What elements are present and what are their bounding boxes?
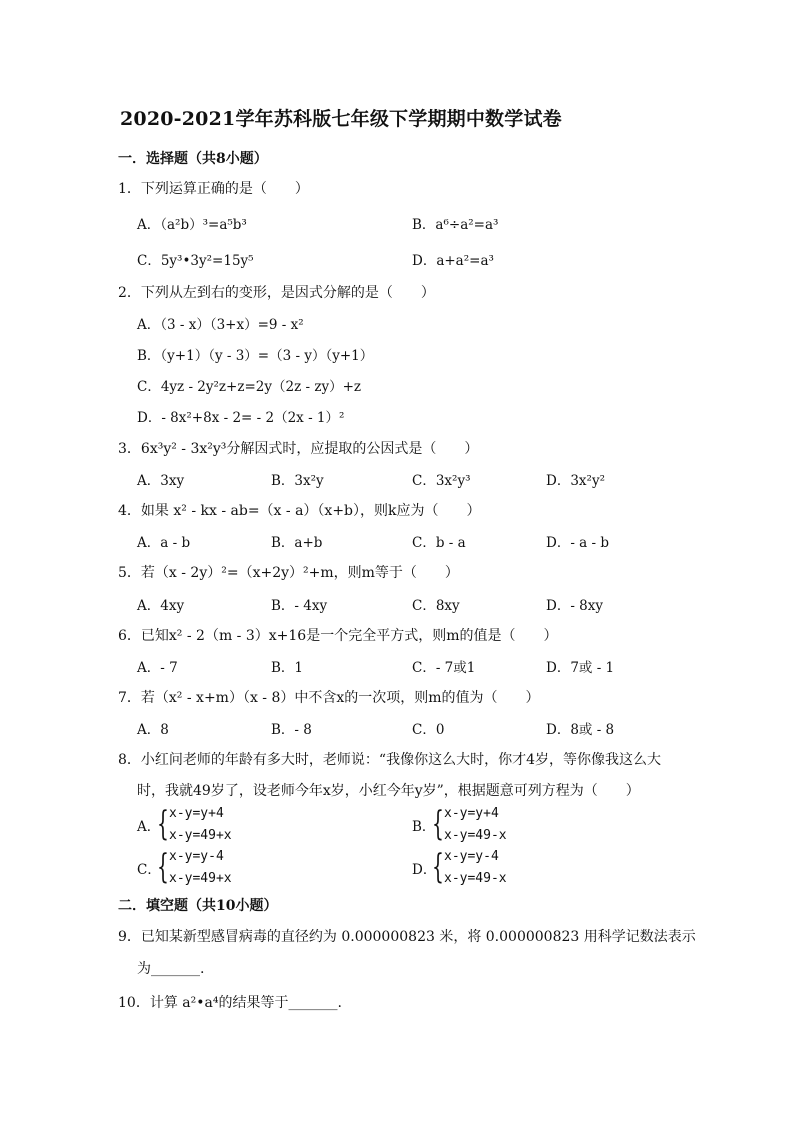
question-7-option-d: D．8或 - 8: [546, 722, 615, 738]
equation-1: x-y=y-4: [444, 849, 499, 864]
question-7-stem: 7．若（x² - x+m）（x - 8）中不含x的一次项，则m的值为（ ）: [118, 690, 540, 706]
question-5-stem: 5．若（x - 2y）²=（x+2y）²+m，则m等于（ ）: [118, 565, 459, 581]
option-label: D．: [412, 862, 437, 878]
question-7-option-a: A．8: [137, 722, 169, 738]
question-1-option-d: D．a+a²=a³: [412, 253, 494, 269]
question-1-option-a: A．（a²b）³=a⁵b³: [137, 217, 247, 233]
question-4-option-a: A．a - b: [137, 535, 191, 551]
question-4-option-c: C．b - a: [412, 535, 466, 551]
question-8-stem-line-1: 8．小红问老师的年龄有多大时，老师说：“我像你这么大时，你才4岁，等你像我这么大: [118, 752, 661, 768]
question-2-option-b: B．（y+1）（y - 3）=（3 - y）（y+1）: [137, 348, 374, 364]
equation-2: x-y=49+x: [169, 828, 232, 843]
question-8-stem-line-2: 时，我就49岁了，设老师今年x岁，小红今年y岁”，根据题意可列方程为（ ）: [137, 783, 640, 799]
option-label: A．: [137, 819, 161, 835]
equation-2: x-y=49-x: [444, 828, 507, 843]
question-6-option-d: D．7或 - 1: [546, 660, 615, 676]
question-6-option-a: A．- 7: [137, 660, 178, 676]
question-1-option-c: C．5y³•3y²=15y⁵: [137, 253, 254, 269]
equation-1: x-y=y+4: [444, 806, 499, 821]
left-brace-icon: {: [432, 847, 444, 887]
equation-1: x-y=y-4: [169, 849, 224, 864]
question-6-stem: 6．已知x² - 2（m - 3）x+16是一个完全平方式，则m的值是（ ）: [118, 628, 558, 644]
question-7-option-c: C．0: [412, 722, 445, 738]
equation-2: x-y=49+x: [169, 871, 232, 886]
option-label: C．: [137, 862, 161, 878]
equation-2: x-y=49-x: [444, 871, 507, 886]
left-brace-icon: {: [157, 804, 169, 844]
question-3-option-d: D．3x²y²: [546, 473, 605, 489]
question-10-line-1: 10．计算 a²•a⁴的结果等于_______.: [118, 995, 342, 1011]
section-choice-heading: 一．选择题（共8小题）: [118, 151, 268, 167]
question-1-stem: 1．下列运算正确的是（ ）: [118, 181, 309, 197]
option-label: B．: [412, 819, 436, 835]
question-3-stem: 3．6x³y² - 3x²y³分解因式时，应提取的公因式是（ ）: [118, 441, 479, 457]
question-9-line-1: 9．已知某新型感冒病毒的直径约为 0.000000823 米，将 0.000000823 用科学记数法表示: [118, 929, 696, 945]
question-5-option-d: D．- 8xy: [546, 598, 604, 614]
question-9-line-2: 为_______.: [137, 961, 205, 977]
question-3-option-a: A．3xy: [137, 473, 185, 489]
equation-1: x-y=y+4: [169, 806, 224, 821]
left-brace-icon: {: [432, 804, 444, 844]
question-1-option-b: B．a⁶÷a²=a³: [412, 217, 499, 233]
exam-title: 2020-2021学年苏科版七年级下学期期中数学试卷: [120, 108, 562, 130]
question-3-option-c: C．3x²y³: [412, 473, 471, 489]
question-4-option-b: B．a+b: [271, 535, 323, 551]
section-fill-heading: 二．填空题（共10小题）: [118, 898, 278, 914]
question-6-option-c: C．- 7或1: [412, 660, 476, 676]
left-brace-icon: {: [157, 847, 169, 887]
question-4-stem: 4．如果 x² - kx - ab=（x - a）（x+b），则k应为（ ）: [118, 503, 481, 519]
question-2-option-a: A．（3 - x）（3+x）=9 - x²: [137, 317, 304, 333]
question-4-option-d: D．- a - b: [546, 535, 610, 551]
question-5-option-c: C．8xy: [412, 598, 460, 614]
question-5-option-a: A．4xy: [137, 598, 185, 614]
question-3-option-b: B．3x²y: [271, 473, 324, 489]
question-7-option-b: B．- 8: [271, 722, 312, 738]
question-2-option-d: D．- 8x²+8x - 2= - 2（2x - 1）²: [137, 410, 345, 426]
question-6-option-b: B．1: [271, 660, 304, 676]
question-2-stem: 2．下列从左到右的变形，是因式分解的是（ ）: [118, 285, 435, 301]
question-5-option-b: B．- 4xy: [271, 598, 328, 614]
question-2-option-c: C．4yz - 2y²z+z=2y（2z - zy）+z: [137, 379, 362, 395]
